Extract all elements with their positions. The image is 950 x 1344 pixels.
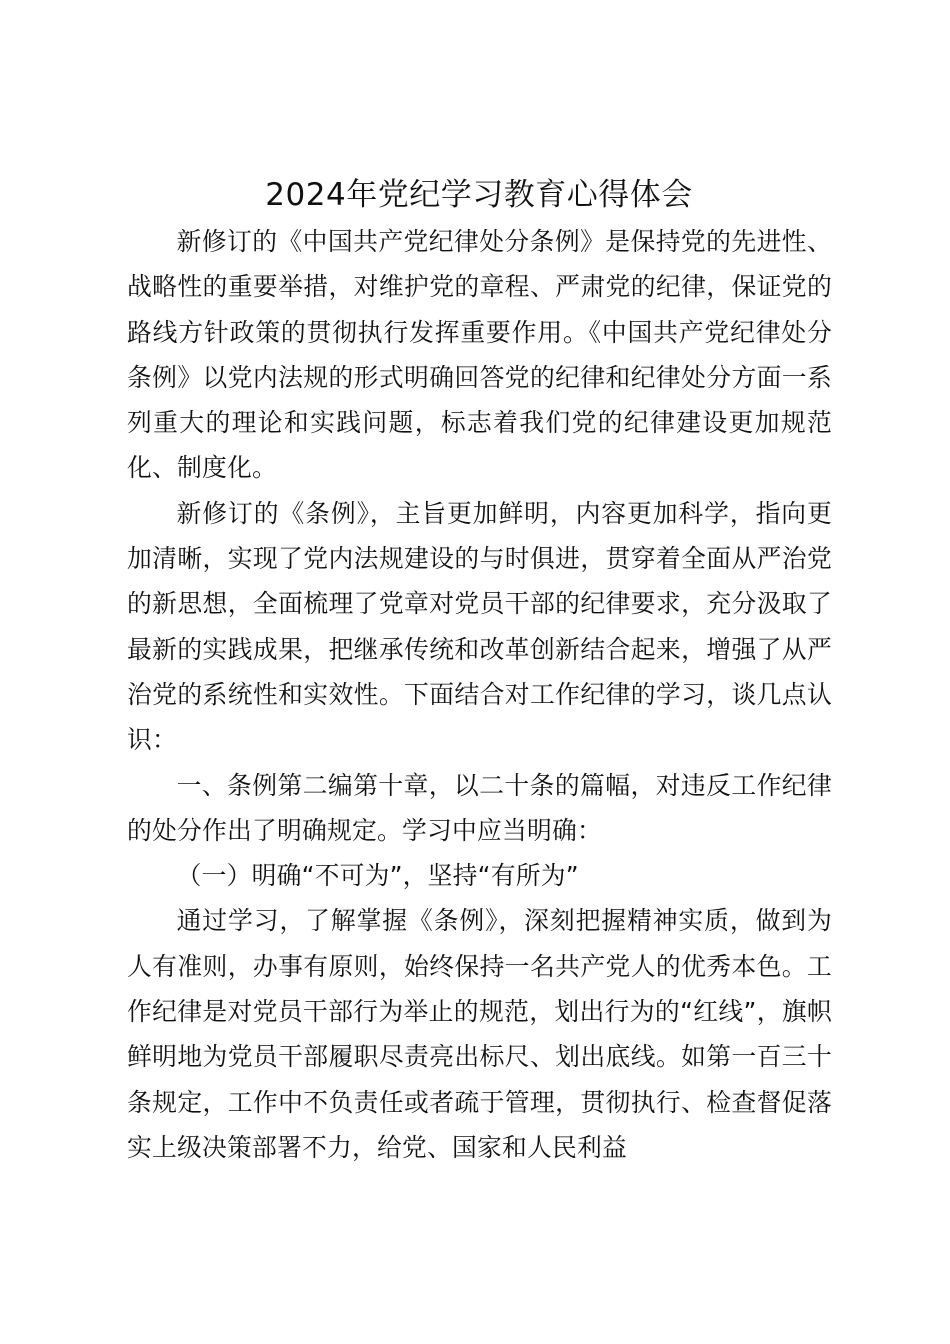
document-title: 2024年党纪学习教育心得体会 [265, 177, 693, 213]
paragraph-study: 通过学习，了解掌握《条例》，深刻把握精神实质，做到为人有准则，办事有原则，始终保持一名共产党人的优秀本色。工作纪律是对党员干部行为举止的规范，划出行为的“红线”，旗帜鲜明地为党员干部履职尽责亮出标尺、划出底线。如第一百三十条规定，工作中不负责任或者疏于管理，贯彻执行、检查督促落实上级决策部署不力，给党、国家和人民利益 [127, 906, 832, 1162]
paragraph-section-one: 一、条例第二编第十章，以二十条的篇幅，对违反工作纪律的处分作出了明确规定。学习中应当明确： [127, 770, 832, 845]
document-body [127, 219, 832, 1170]
paragraph-intro: 新修订的《中国共产党纪律处分条例》是保持党的先进性、战略性的重要举措，对维护党的章程、严肃党的纪律，保证党的路线方针政策的贯彻执行发挥重要作用。《中国共产党纪律处分条例》以党内法规的形式明确回答党的纪律和纪律处分方面一系列重大的理论和实践问题，标志着我们党的纪律建设更加规范化、制度化。 [127, 227, 832, 483]
paragraph-revision: 新修订的《条例》，主旨更加鲜明，内容更加科学，指向更加清晰，实现了党内法规建设的与时俱进，贯穿着全面从严治党的新思想，全面梳理了党章对党员干部的纪律要求，充分汲取了最新的实践成果，把继承传统和改革创新结合起来，增强了从严治党的系统性和实效性。下面结合对工作纪律的学习，谈几点认识： [127, 498, 832, 755]
paragraph-subheading: （一）明确“不可为”，坚持“有所为” [176, 861, 579, 891]
